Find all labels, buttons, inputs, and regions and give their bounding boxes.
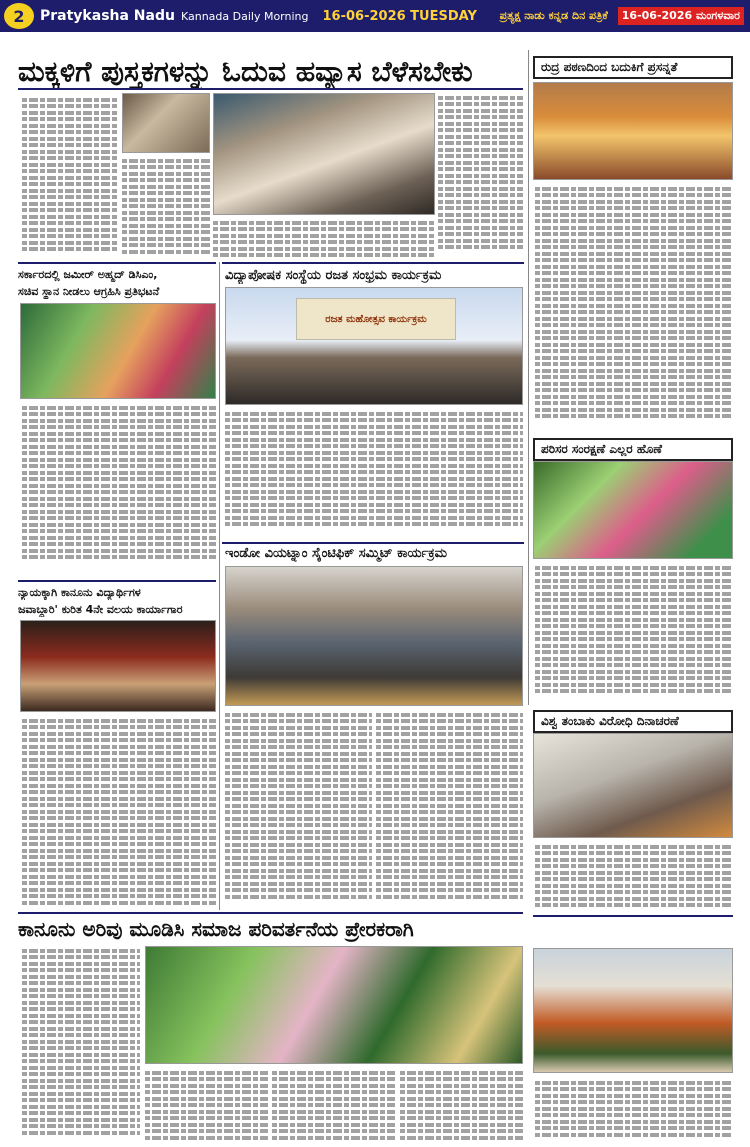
article-8-text (535, 842, 731, 912)
article-7-photo (20, 620, 216, 712)
article-1-rule (18, 88, 523, 90)
article-7-rule-top (18, 580, 216, 582)
article-6-text-col-1 (225, 710, 372, 905)
kannada-paper-name: ಪ್ರತ್ಯಕ್ಷ ನಾಡು ಕನ್ನಡ ದಿನ ಪತ್ರಿಕೆ (499, 9, 608, 22)
article-9-text-col-3 (272, 1068, 395, 1142)
article-8-photo (533, 733, 733, 838)
article-3-headline-line-1: ಸರ್ಕಾರದಲ್ಲಿ ಜಮೀರ್ ಅಹ್ಮದ್ ಡಿಸಿಎಂ, (18, 268, 158, 281)
article-2-text (535, 184, 731, 434)
article-4-headline: ವಿದ್ಯಾಪೋಷಕ ಸಂಸ್ಥೆಯ ರಜತ ಸಂಭ್ರಮ ಕಾರ್ಯಕ್ರಮ (225, 268, 442, 283)
article-1-text-col-3 (438, 93, 523, 258)
page-number: 2 (4, 3, 34, 29)
article-6-headline: ಇಂಡೋ ವಿಯಟ್ನಾಂ ಸೈಂಟಿಫಿಕ್ ಸಮ್ಮಿಟ್ ಕಾರ್ಯಕ್ರಮ (225, 546, 448, 561)
kannada-date: 16-06-2026 ಮಂಗಳವಾರ (618, 7, 744, 25)
article-4-photo (225, 287, 523, 405)
article-9-photo (145, 946, 523, 1064)
article-4-banner: ರಜತ ಮಹೋತ್ಸವ ಕಾರ್ಯಕ್ರಮ (296, 298, 456, 340)
article-9-text-col-4 (400, 1068, 523, 1142)
article-3-photo (20, 303, 216, 399)
article-3-headline-line-2: ಸಚಿವ ಸ್ಥಾನ ನೀಡಲು ಆಗ್ರಹಿಸಿ ಪ್ರತಿಭಟನೆ (18, 285, 160, 298)
article-5-photo (533, 461, 733, 559)
article-2-photo (533, 82, 733, 180)
masthead-date: 16-06-2026 TUESDAY (322, 8, 477, 24)
article-1-photo-event (213, 93, 435, 215)
article-3-rule-top (18, 262, 216, 264)
article-1-text-col-4 (213, 218, 435, 260)
article-10-photo (533, 948, 733, 1073)
article-4-text (225, 409, 523, 541)
article-4-rule-top (222, 262, 524, 264)
article-10-text (535, 1078, 731, 1142)
article-10-rule-top (533, 915, 733, 917)
masthead (0, 0, 750, 32)
article-8-headline: ವಿಶ್ವ ತಂಬಾಕು ವಿರೋಧಿ ದಿನಾಚರಣೆ (533, 710, 733, 733)
article-1-headline: ಮಕ್ಕಳಿಗೆ ಪುಸ್ತಕಗಳನ್ನು ಓದುವ ಹವ್ಯಾಸ ಬೆಳೆಸಬೇಕು (18, 55, 473, 88)
article-9-text-col-1 (22, 946, 140, 1141)
article-9-text-col-2 (145, 1068, 268, 1142)
article-6-text-col-2 (376, 710, 523, 905)
article-7-text (22, 716, 216, 908)
article-1-text-col-1 (22, 95, 117, 255)
article-6-rule-top (222, 542, 524, 544)
article-3-text (22, 403, 216, 573)
paper-name: Pratykasha Nadu (40, 8, 175, 24)
article-5-text (535, 563, 731, 703)
article-7-headline-line-1: ನ್ಯಾಯಕ್ಕಾಗಿ ಕಾನೂನು ವಿದ್ಯಾರ್ಥಿಗಳ (18, 586, 141, 599)
article-1-photo-library (122, 93, 210, 153)
article-5-headline: ಪರಿಸರ ಸಂರಕ್ಷಣೆ ಎಲ್ಲರ ಹೊಣೆ (533, 438, 733, 461)
column-divider-right (528, 50, 529, 705)
article-9-rule-top (18, 912, 523, 914)
article-1-text-col-2 (122, 156, 210, 256)
paper-subtitle: Kannada Daily Morning (180, 9, 309, 23)
article-9-headline: ಕಾನೂನು ಅರಿವು ಮೂಡಿಸಿ ಸಮಾಜ ಪರಿವರ್ತನೆಯ ಪ್ರೇರಕರಾಗಿ (18, 917, 414, 941)
article-2-headline: ರುದ್ರ ಪಠಣದಿಂದ ಬದುಕಿಗೆ ಪ್ರಸನ್ನತೆ (533, 56, 733, 79)
article-6-photo (225, 566, 523, 706)
article-7-headline-line-2: ಜವಾಬ್ದಾರಿ' ಕುರಿತ 4ನೇ ವಲಯ ಕಾರ್ಯಾಗಾರ (18, 603, 183, 616)
column-divider-left (219, 262, 220, 910)
